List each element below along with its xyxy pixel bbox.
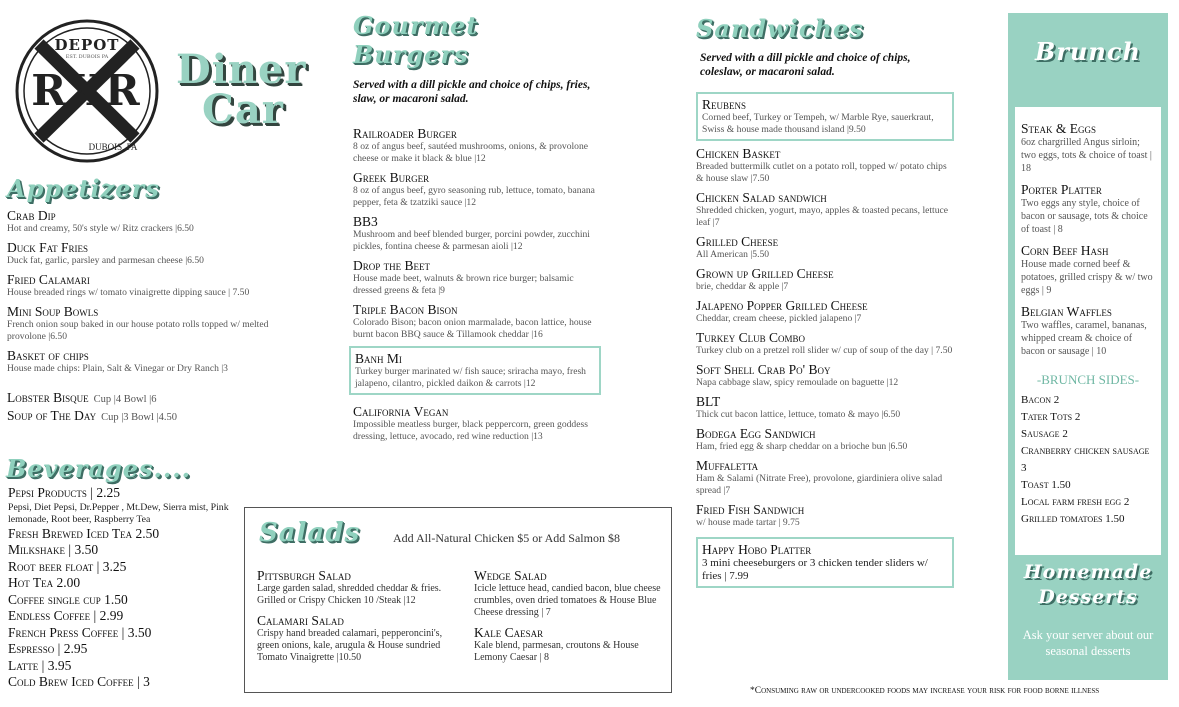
raw-food-warning: *Consuming raw or undercooked foods may increase your risk for food borne illness — [750, 686, 1100, 696]
burger-name: Banh Mi — [355, 351, 402, 366]
appetizer-name: Mini Soup Bowls — [7, 304, 99, 319]
menu-item — [7, 240, 297, 267]
soup-item — [7, 388, 297, 406]
sandwich-desc: Ham, fried egg & sharp cheddar on a brioche bun |6.50 — [696, 441, 908, 452]
menu-item — [353, 170, 603, 209]
brunch-name: Porter Platter — [1021, 182, 1102, 197]
menu-item — [353, 214, 603, 253]
menu-item — [696, 362, 954, 389]
brand-line-2: Car — [202, 86, 284, 133]
menu-item — [353, 404, 603, 443]
brand-line-1: Diner — [176, 46, 307, 93]
menu-item — [1021, 182, 1155, 236]
burger-name: Railroader Burger — [353, 126, 457, 141]
sandwich-name: Chicken Basket — [696, 146, 781, 161]
sandwich-desc: Thick cut bacon lattice, lettuce, tomato & mayo |6.50 — [696, 409, 901, 420]
menu-item — [7, 208, 297, 235]
burger-desc: 8 oz of angus beef, gyro seasoning rub, lettuce, tomato, banana pepper, feta & tzatziki sauce |12 — [353, 185, 595, 208]
salad-name: Pittsburgh Salad — [257, 568, 351, 583]
menu-item — [474, 625, 666, 664]
brunch-title: Brunch — [1035, 37, 1141, 66]
brunch-sides-title: -BRUNCH SIDES- — [1036, 372, 1140, 387]
logo-since-text: EST. DUBOIS PA — [65, 54, 109, 60]
sandwich-desc: Breaded buttermilk cutlet on a potato roll, topped w/ potato chips & house slaw |7.50 — [696, 161, 947, 184]
brunch-side-item: Sausage 2 — [1021, 428, 1068, 440]
sandwich-desc: All American |5.50 — [696, 249, 770, 260]
sandwich-name: Soft Shell Crab Po' Boy — [696, 362, 831, 377]
desserts-text: Ask your server about our seasonal desserts — [1022, 628, 1154, 658]
menu-item — [257, 613, 457, 664]
appetizer-desc: Duck fat, garlic, parsley and parmesan cheese |6.50 — [7, 255, 204, 266]
happy-hobo-desc: 3 mini cheeseburgers or 3 chicken tender sliders w/ fries | 7.99 — [702, 557, 928, 582]
burger-name: Triple Bacon Bison — [353, 302, 458, 317]
brunch-side-item: Toast 1.50 — [1021, 479, 1071, 491]
salad-desc: Icicle lettuce head, candied bacon, blue cheese crumbles, oven dried tomatoes & House Blue Cheese dressing | 7 — [474, 583, 661, 618]
soup-price: Cup |3 Bowl |4.50 — [101, 412, 178, 423]
salad-name: Calamari Salad — [257, 613, 344, 628]
burgers-intro: Served with a dill pickle and choice of chips, fries, slaw, or macaroni salad. — [353, 79, 591, 105]
beverage-item: Latte | 3.95 — [8, 657, 72, 673]
sandwich-name: Reubens — [702, 97, 747, 112]
appetizer-name: Fried Calamari — [7, 272, 90, 287]
salads-box — [244, 507, 672, 693]
sandwich-name: Muffaletta — [696, 458, 759, 473]
brunch-side-item: Local farm fresh egg 2 — [1021, 496, 1130, 508]
appetizer-name: Duck Fat Fries — [7, 240, 89, 255]
salad-name: Wedge Salad — [474, 568, 547, 583]
sandwich-name: Chicken Salad sandwich — [696, 190, 827, 205]
menu-item — [696, 458, 954, 497]
menu-item — [696, 146, 954, 185]
menu-item — [696, 234, 954, 261]
sandwiches-intro: Served with a dill pickle and choice of chips, coleslaw, or macaroni salad. — [700, 52, 911, 78]
menu-item — [1021, 243, 1155, 297]
appetizer-desc: House made chips: Plain, Salt & Vinegar or Dry Ranch |3 — [7, 363, 228, 374]
sandwich-desc: Ham & Salami (Nitrate Free), provolone, giardiniera olive salad spread |7 — [696, 473, 943, 496]
sandwich-desc: Napa cabbage slaw, spicy remoulade on baguette |12 — [696, 377, 899, 388]
appetizer-name: Basket of chips — [7, 348, 89, 363]
brand-logo — [176, 46, 336, 133]
appetizer-desc: House breaded rings w/ tomato vinaigrette dipping sauce | 7.50 — [7, 287, 250, 298]
beverages-section — [8, 453, 243, 691]
menu-item — [7, 304, 297, 343]
sandwich-name: Turkey Club Combo — [696, 330, 806, 345]
logo-location: DUBOIS, PA — [88, 142, 138, 152]
sandwich-name: Grown up Grilled Cheese — [696, 266, 834, 281]
brunch-side-item: Grilled tomatoes 1.50 — [1021, 513, 1125, 525]
menu-item — [696, 426, 954, 453]
beverage-item: Fresh Brewed Iced Tea 2.50 — [8, 525, 160, 541]
sandwich-name: Grilled Cheese — [696, 234, 779, 249]
brunch-menu-card — [1015, 107, 1161, 555]
burger-name: Drop the Beet — [353, 258, 430, 273]
beverage-item: Coffee single cup 1.50 — [8, 591, 128, 607]
salads-addon: Add All-Natural Chicken $5 or Add Salmon $8 — [393, 531, 620, 545]
menu-item — [696, 394, 954, 421]
brunch-side-item: Cranberry chicken sausage 3 — [1021, 445, 1150, 474]
appetizers-section — [7, 174, 297, 424]
sandwich-desc: Shredded chicken, yogurt, mayo, apples & toasted pecans, lettuce leaf |7 — [696, 205, 949, 228]
beverages-title: Beverages.... — [6, 454, 191, 483]
beverage-item: Endless Coffee | 2.99 — [8, 608, 124, 623]
brunch-desc: Two eggs any style, choice of bacon or sausage, tots & choice of toast | 8 — [1021, 198, 1148, 235]
salad-desc: Crispy hand breaded calamari, pepperoncini's, green onions, kale, arugula & House sundried Tomato Vinaigrette |10.50 — [257, 628, 443, 663]
salads-title: Salads — [259, 518, 361, 548]
sandwich-name: Jalapeno Popper Grilled Cheese — [696, 298, 868, 313]
burger-desc: 8 oz of angus beef, sautéed mushrooms, onions, & provolone cheese or make it black & blue |12 — [353, 141, 589, 164]
pepsi-desc: Pepsi, Diet Pepsi, Dr.Pepper , Mt.Dew, Sierra mist, Pink lemonade, Root beer, Raspberry Tea — [8, 501, 229, 525]
appetizer-desc: Hot and creamy, 50's style w/ Ritz crackers |6.50 — [7, 223, 194, 234]
sandwich-desc: Turkey club on a pretzel roll slider w/ cup of soup of the day | 7.50 — [696, 345, 953, 356]
menu-item — [353, 302, 603, 341]
brunch-desc: 6oz chargrilled Angus sirloin; two eggs, tots & choice of toast | 18 — [1021, 137, 1152, 174]
menu-item — [257, 568, 457, 607]
menu-item — [349, 346, 601, 395]
soup-price: Cup |4 Bowl |6 — [93, 394, 157, 405]
brunch-name: Corn Beef Hash — [1021, 243, 1109, 258]
brunch-side-item: Tater Tots 2 — [1021, 411, 1081, 423]
appetizer-name: Crab Dip — [7, 208, 56, 223]
soup-name: Lobster Bisque — [7, 390, 89, 405]
burgers-section — [353, 12, 603, 448]
brunch-panel — [1008, 13, 1168, 680]
menu-item — [7, 272, 297, 299]
appetizer-desc: French onion soup baked in our house potato rolls topped w/ melted provolone |6.50 — [7, 319, 269, 342]
burger-name: BB3 — [353, 214, 378, 229]
logo-depot-text: DEPOT — [54, 36, 120, 54]
sandwich-name: Fried Fish Sandwich — [696, 502, 805, 517]
sandwich-name: Bodega Egg Sandwich — [696, 426, 816, 441]
menu-item — [696, 298, 954, 325]
menu-item — [696, 266, 954, 293]
beverage-item: French Press Coffee | 3.50 — [8, 624, 152, 640]
sandwich-desc: brie, cheddar & apple |7 — [696, 281, 789, 292]
beverage-item: Milkshake | 3.50 — [8, 542, 99, 557]
burger-name: California Vegan — [353, 404, 449, 419]
soup-name: Soup of The Day — [7, 408, 97, 423]
sandwich-name: BLT — [696, 394, 721, 409]
menu-item — [474, 568, 666, 619]
burgers-title-2: Burgers — [353, 40, 469, 69]
burger-desc: Impossible meatless burger, black peppercorn, green goddess dressing, lettuce, avocado, red wine reduction |13 — [353, 419, 588, 442]
menu-item — [1021, 121, 1155, 175]
desserts-title-2: Desserts — [1038, 586, 1138, 608]
pepsi-products: Pepsi Products | 2.25 — [8, 485, 120, 500]
beverage-item: Root beer float | 3.25 — [8, 558, 127, 574]
desserts-title-1: Homemade — [1023, 561, 1153, 583]
logo — [12, 18, 162, 164]
burger-desc: Colorado Bison; bacon onion marmalade, bacon lattice, house burnt bacon BBQ sauce & Tillamook cheddar |16 — [353, 317, 592, 340]
salad-desc: Kale blend, parmesan, croutons & House Lemony Caesar | 8 — [474, 640, 639, 663]
happy-hobo-name: Happy Hobo Platter — [702, 542, 812, 557]
menu-item — [353, 258, 603, 297]
brunch-desc: House made corned beef & potatoes, grilled crispy & w/ two eggs | 9 — [1021, 259, 1153, 296]
beverage-item: Cold Brew Iced Coffee | 3 — [8, 674, 150, 689]
menu-item — [696, 502, 954, 529]
burgers-title-1: Gourmet — [353, 11, 479, 40]
salad-desc: Large garden salad, shredded cheddar & fries. Grilled or Crispy Chicken 10 /Steak |12 — [257, 583, 442, 606]
salad-name: Kale Caesar — [474, 625, 544, 640]
logo-letters: RXR — [31, 66, 143, 115]
appetizers-title: Appetizers — [7, 174, 160, 203]
burger-desc: Turkey burger marinated w/ fish sauce; sriracha mayo, fresh jalapeno, cilantro, pickled daikon & carrots |12 — [355, 366, 586, 389]
beverage-item: Espresso | 2.95 — [8, 641, 88, 656]
sandwiches-section — [696, 12, 954, 588]
brunch-name: Steak & Eggs — [1021, 121, 1097, 136]
beverage-item: Hot Tea 2.00 — [8, 575, 81, 590]
menu-item — [696, 92, 954, 141]
happy-hobo-platter — [696, 537, 954, 588]
brunch-name: Belgian Waffles — [1021, 304, 1112, 319]
menu-item — [696, 330, 954, 357]
burger-desc: House made beet, walnuts & brown rice burger; balsamic dressed greens & feta |9 — [353, 273, 574, 296]
sandwich-desc: Corned beef, Turkey or Tempeh, w/ Marble Rye, sauerkraut, Swiss & house made thousand island |9.50 — [702, 112, 934, 135]
menu-item — [353, 126, 603, 165]
menu-item — [1021, 304, 1155, 358]
sandwiches-title: Sandwiches — [696, 14, 864, 43]
sandwich-desc: Cheddar, cream cheese, pickled jalapeno |7 — [696, 313, 862, 324]
menu-item — [696, 190, 954, 229]
soup-item — [7, 406, 297, 424]
brunch-desc: Two waffles, caramel, bananas, whipped cream & choice of bacon or sausage | 10 — [1021, 320, 1147, 357]
burger-name: Greek Burger — [353, 170, 430, 185]
brunch-side-item: Bacon 2 — [1021, 394, 1060, 406]
menu-item — [7, 348, 297, 375]
sandwich-desc: w/ house made tartar | 9.75 — [696, 517, 800, 528]
burger-desc: Mushroom and beef blended burger, porcini powder, zucchini pickles, fontina cheese & parmesan aioli |12 — [353, 229, 590, 252]
